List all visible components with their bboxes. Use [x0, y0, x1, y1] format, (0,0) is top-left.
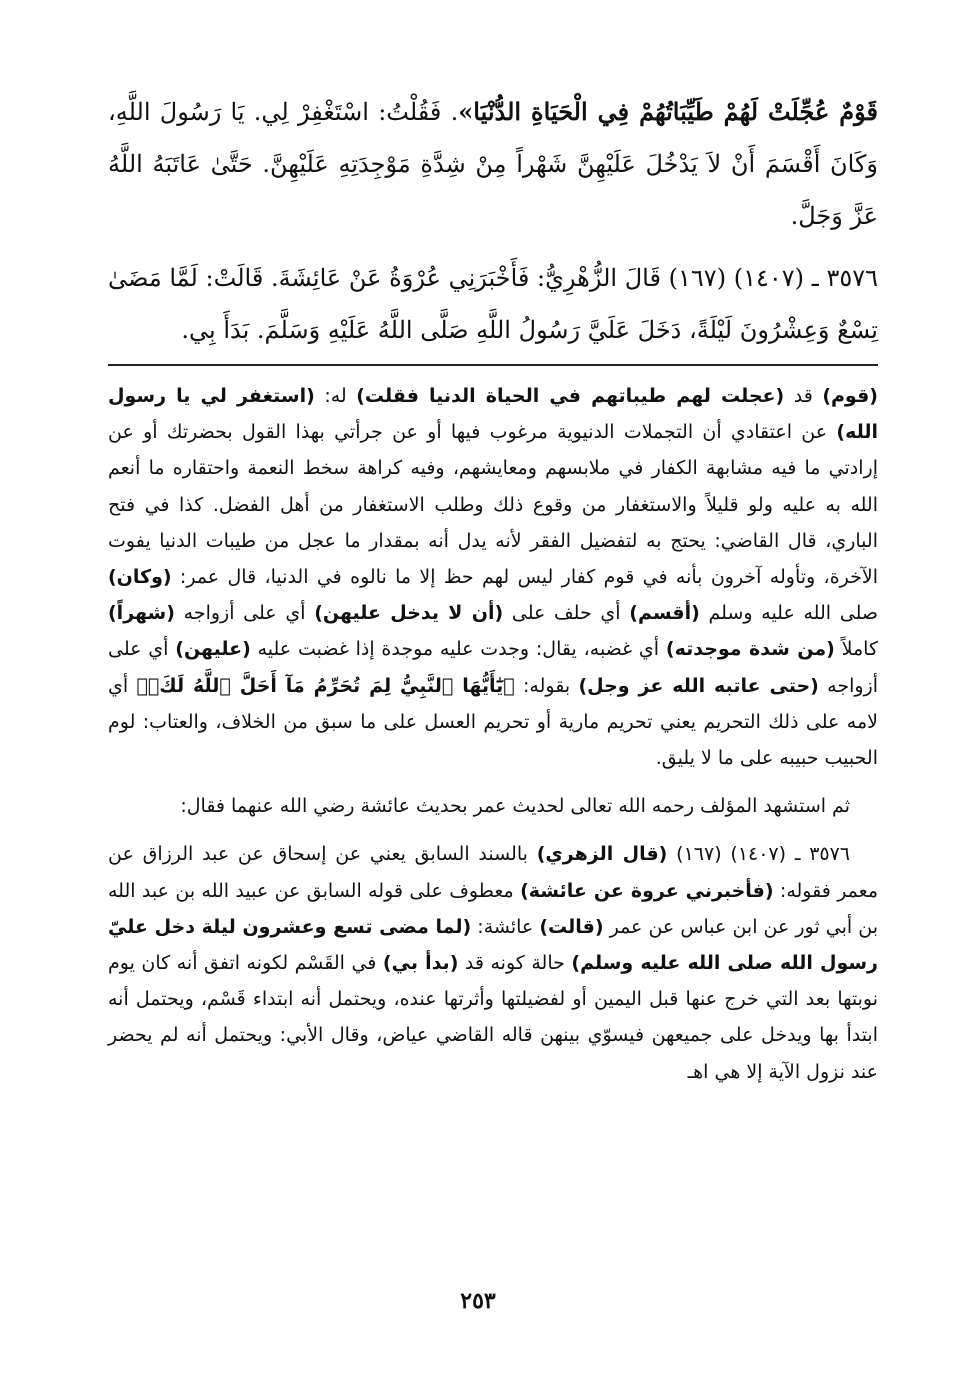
bold-matn-segment: (أن لا يدخل عليهن): [314, 602, 504, 625]
bold-matn-segment: (من شدة موجدته): [665, 638, 835, 661]
commentary-segment: معطوف على قوله السابق عن عبيد الله بن عبد الله بن أبي ثور عن ابن عباس عن عمر: [108, 879, 878, 938]
bold-matn-segment: (قوم): [822, 385, 878, 407]
commentary-segment: بقوله:: [514, 674, 579, 697]
commentary-paragraph-1: [108, 378, 878, 776]
hadith-paragraph-1: [108, 86, 878, 242]
bold-matn-segment: (أقسم): [629, 602, 700, 625]
bold-matn-segment: (قالت): [539, 915, 604, 938]
bold-matn-segment: (لما مضى تسع وعشرون ليلة دخل عليّ رسول الله صلى الله عليه وسلم): [108, 915, 878, 975]
hadith-paragraph-2: ٣٥٧٦ ـ (١٤٠٧) (١٦٧) قَالَ الزُّهْرِيُّ: فَأَخْبَرَنِي عُرْوَةُ عَنْ عَائِشَةَ. قَالَتْ: لَمَّا مَضَىٰ تِسْعٌ وَعِشْرُونَ لَيْلَةً، دَخَلَ عَلَيَّ رَسُولُ اللَّهِ صَلَّى اللَّهُ عَلَيْهِ وَسَلَّمَ. بَدَأَ بِي.: [108, 264, 879, 344]
bold-matn-segment: (عجلت لهم طيباتهم في الحياة الدنيا فقلت): [356, 385, 785, 407]
commentary-segment: أي لامه على ذلك التحريم يعني تحريم مارية أو تحريم العسل على ما سبق من الخلاف، والعتاب: لوم الحبيب حبيبه على ما لا يليق.: [108, 674, 878, 770]
commentary-segment: ٣٥٧٦ ـ (١٤٠٧) (١٦٧): [667, 843, 851, 866]
commentary-segment: أي غضبه، يقال: وجدت عليه موجدة إذا غضبت عليه: [250, 638, 666, 661]
commentary-segment: أي على أزواجه: [174, 602, 315, 625]
hadith-bold-phrase: قَوْمٌ عُجِّلَتْ لَهُمْ طَيِّبَاتُهُمْ فِي الْحَيَاةِ الدُّنْيَا»: [458, 97, 878, 126]
commentary-segment: عائشة:: [471, 915, 540, 938]
commentary-segment: في القَسْم لكونه اتفق أنه كان يوم نوبتها بعد التي خرج عنها قبل اليمين أو لفضيلتها وأثرتها عنده، ويحتمل أنه ابتداء قَسْم، ويحتمل أنه ابتدأ بها ويدخل على جميعهن فيسوّي بينهن قاله القاضي عياض، وقال الأبي: ويحتمل أنه لم يحضر عند نزول الآية إلا هي اهـ: [108, 952, 878, 1083]
bold-matn-segment: ﴿يَٰٓأَيُّهَا ٱلنَّبِيُّ لِمَ تُحَرِّمُ مَآ أَحَلَّ ٱللَّهُ لَكَۖ﴾: [136, 674, 515, 697]
bold-matn-segment: (شهراً): [108, 602, 175, 625]
commentary-segment: أي حلف على: [503, 602, 630, 625]
commentary-segment: عن اعتقادي أن التجملات الدنيوية مرغوب فيها أو عن جرأتي بهذا القول بحضرتك أو عن إرادتي ما فيه مشابهة الكفار في ملابسهم ومعايشهم، وفيه كراهة سخط النعمة واحتقاره ما أنعم الله به عليه ولو قليلاً والاستغفار من وقوع ذلك وطلب الاستغفار من أهل الفضل. كذا في فتح الباري، قال القاضي: يحتج به لتفضيل الفقر لأنه يدل أنه بمقدار ما عجل من طيبات الدنيا يفوت الآخرة، وتأوله آخرون بأنه في قوم كفار ليس لهم حظ إلا ما نالوه في الدنيا، قال عمر:: [108, 421, 878, 589]
bold-matn-segment: (فأخبرني عروة عن عائشة): [520, 879, 774, 902]
hadith-text: [108, 86, 878, 366]
commentary-segment: بالسند السابق يعني عن إسحاق عن عبد الرزاق عن معمر فقوله:: [108, 843, 879, 902]
commentary-segment: كاملاً: [834, 638, 878, 661]
hadith-continuation: . فَقُلْتُ: اسْتَغْفِرْ لِي. يَا رَسُولَ اللَّهِ، وَكَانَ أَقْسَمَ أَنْ لاَ يَدْخُلَ عَلَيْهِنَّ شَهْراً مِنْ شِدَّةِ مَوْجِدَتِهِ عَلَيْهِنَّ. حَتَّىٰ عَاتَبَهُ اللَّهُ عَزَّ وَجَلَّ.: [108, 98, 878, 230]
bold-matn-segment: (استغفر لي يا رسول الله): [108, 385, 878, 444]
commentary-segment: حالة كونه قد: [458, 952, 572, 975]
commentary-paragraph-2: [108, 788, 878, 824]
bold-matn-segment: (حتى عاتبه الله عز وجل): [578, 674, 819, 697]
page-number: ٢٥٣: [460, 1288, 496, 1314]
bold-matn-segment: (وكان): [108, 566, 172, 589]
commentary-segment: له:: [314, 385, 357, 407]
commentary-text: [108, 378, 878, 1102]
commentary-segment: قد: [784, 385, 823, 407]
commentary-segment: أي على أزواجه: [108, 638, 878, 697]
footnote-separator: [108, 364, 878, 366]
bold-matn-segment: (بدأ بي): [382, 952, 459, 975]
commentary-paragraph-3: [108, 836, 878, 1089]
bold-matn-segment: (قال الزهري): [536, 843, 668, 866]
bold-matn-segment: (عليهن): [175, 638, 251, 661]
commentary-segment: ثم استشهد المؤلف رحمه الله تعالى لحديث عمر بحديث عائشة رضي الله عنهما فقال:: [180, 795, 850, 818]
commentary-segment: صلى الله عليه وسلم: [699, 602, 878, 625]
